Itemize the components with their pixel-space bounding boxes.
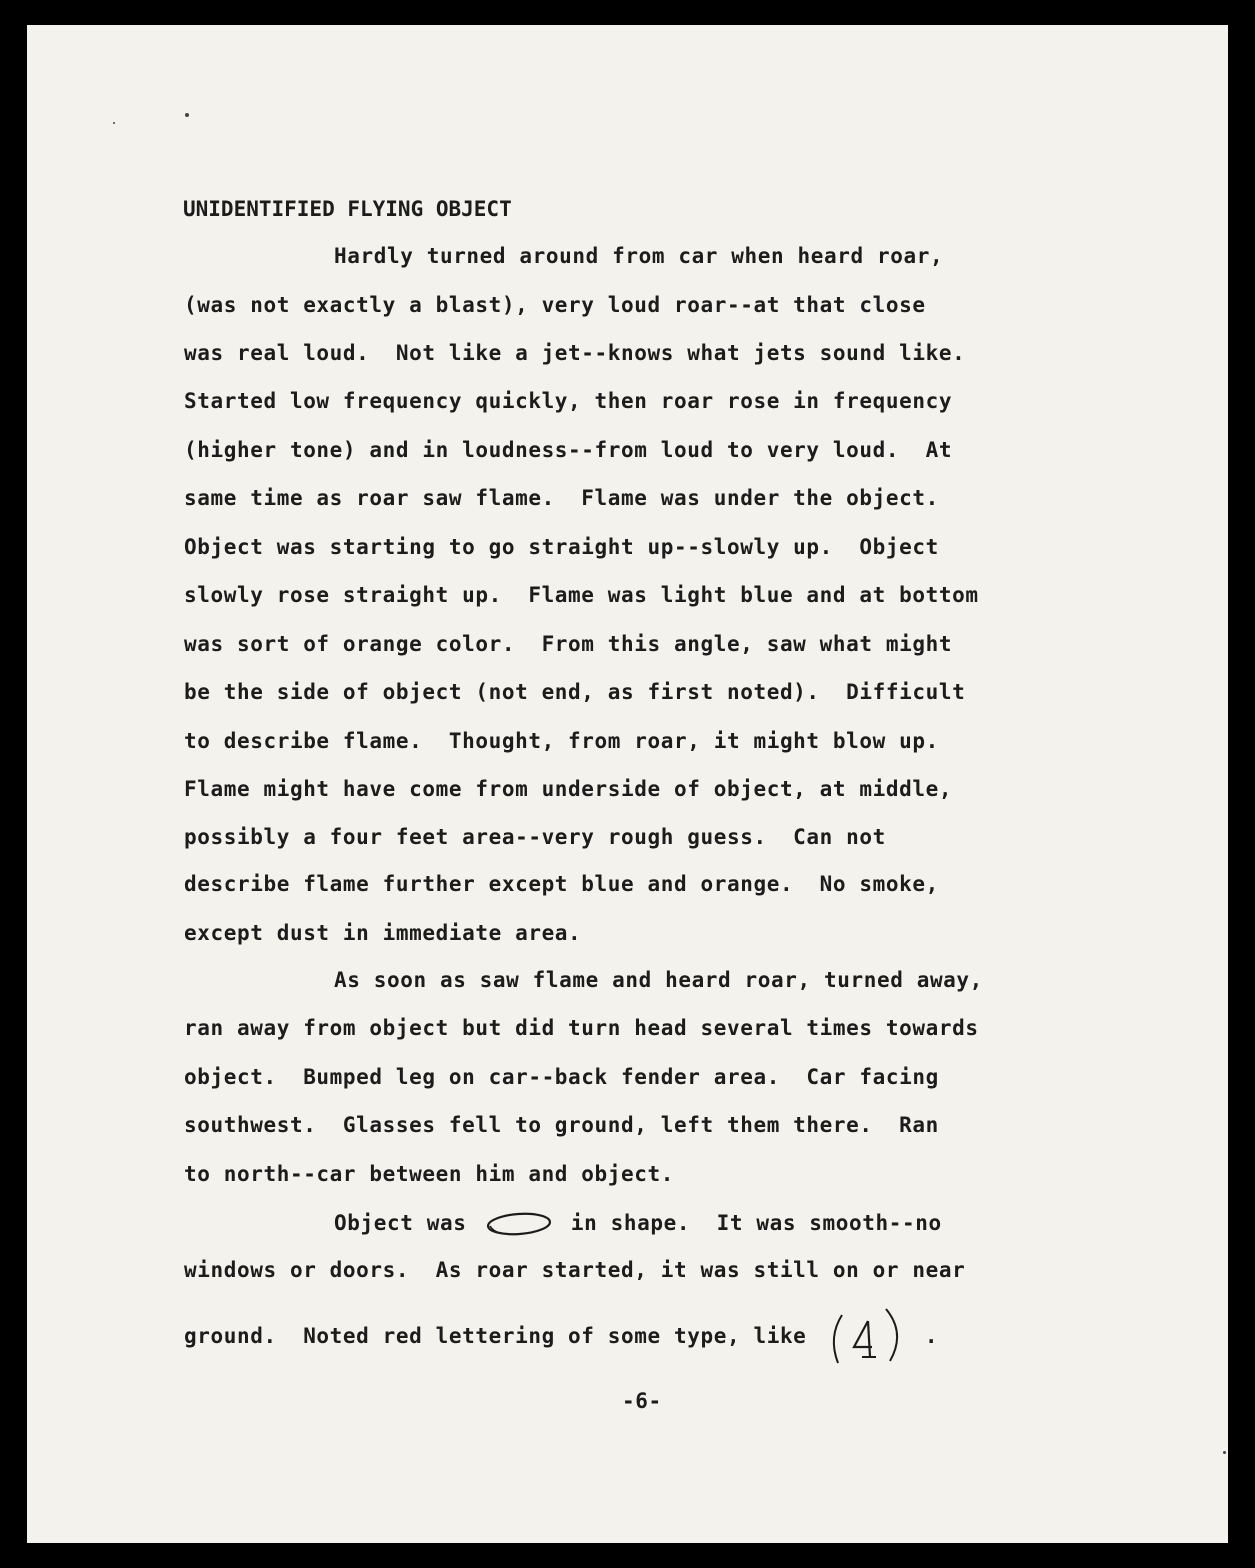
paragraph-1-line: was sort of orange color. From this angle, saw what might xyxy=(184,632,953,656)
document-heading: UNIDENTIFIED FLYING OBJECT xyxy=(183,197,512,221)
paragraph-3-line xyxy=(184,1307,938,1367)
scan-speck xyxy=(113,122,115,124)
paragraph-2-line: to north--car between him and object. xyxy=(184,1162,674,1186)
paragraph-1-line: (higher tone) and in loudness--from loud to very loud. At xyxy=(184,438,953,462)
paragraph-3-text: Object was xyxy=(334,1211,480,1235)
paragraph-3-text: in shape. It was smooth--no xyxy=(557,1211,942,1235)
paragraph-3-text: ground. Noted red lettering of some type, like xyxy=(184,1324,820,1348)
paragraph-1-line: except dust in immediate area. xyxy=(184,921,582,945)
paragraph-1-line: Flame might have come from underside of object, at middle, xyxy=(184,777,953,801)
paragraph-2-line: object. Bumped leg on car--back fender area. Car facing xyxy=(184,1065,939,1089)
paragraph-1-line: Hardly turned around from car when heard roar, xyxy=(334,244,944,268)
paragraph-1-line: (was not exactly a blast), very loud roar--at that close xyxy=(184,293,926,317)
paragraph-3-line: windows or doors. As roar started, it was still on or near xyxy=(184,1258,966,1282)
paragraph-1-line: Started low frequency quickly, then roar rose in frequency xyxy=(184,389,953,413)
paragraph-2-line: As soon as saw flame and heard roar, turned away, xyxy=(334,968,983,992)
paragraph-3-text: . xyxy=(911,1324,939,1348)
page-number: -6- xyxy=(622,1389,662,1413)
paragraph-1-line: be the side of object (not end, as first noted). Difficult xyxy=(184,680,966,704)
paragraph-2-line: ran away from object but did turn head several times towards xyxy=(184,1016,979,1040)
paragraph-2-line: southwest. Glasses fell to ground, left them there. Ran xyxy=(184,1113,939,1137)
paragraph-1-line: to describe flame. Thought, from roar, it might blow up. xyxy=(184,729,939,753)
typed-page xyxy=(27,25,1228,1543)
paragraph-1-line: same time as roar saw flame. Flame was under the object. xyxy=(184,486,939,510)
paragraph-1-line: describe flame further except blue and orange. No smoke, xyxy=(184,872,939,896)
paragraph-1-line: possibly a four feet area--very rough guess. Can not xyxy=(184,825,886,849)
paragraph-1-line: slowly rose straight up. Flame was light blue and at bottom xyxy=(184,583,979,607)
oval-shape-sketch xyxy=(484,1209,554,1239)
scan-speck xyxy=(185,113,189,117)
paragraph-1-line: was real loud. Not like a jet--knows what jets sound like. xyxy=(184,341,966,365)
paragraph-3-line xyxy=(334,1209,942,1239)
scan-speck xyxy=(1223,1451,1226,1454)
insignia-sketch xyxy=(824,1307,908,1367)
paragraph-1-line: Object was starting to go straight up--slowly up. Object xyxy=(184,535,939,559)
